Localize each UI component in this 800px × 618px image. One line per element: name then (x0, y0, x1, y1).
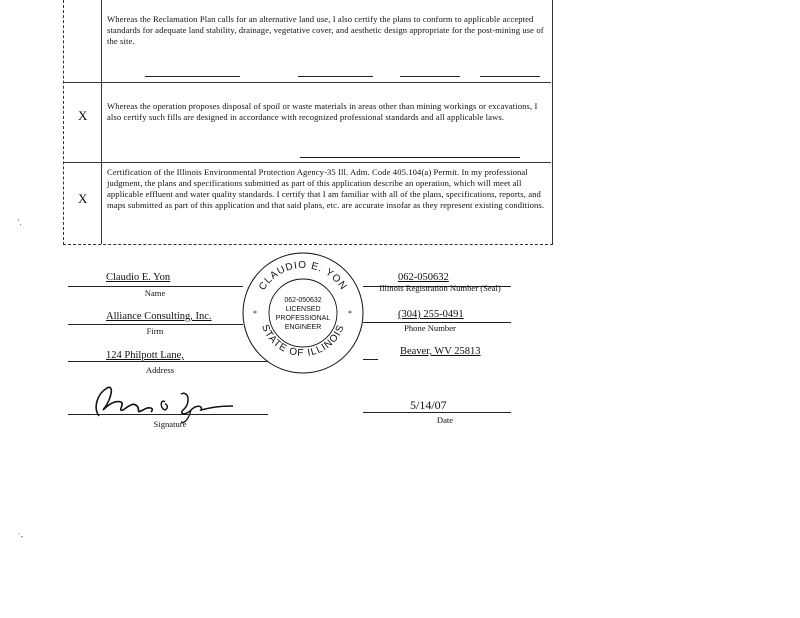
address-value: 124 Philpott Lane, (106, 350, 184, 361)
signature-line (68, 414, 268, 415)
registration-label: Illinois Registration Number (Seal) (379, 283, 501, 293)
underline (400, 76, 460, 77)
underline (298, 76, 373, 77)
address-label: Address (145, 365, 175, 375)
svg-text:CLAUDIO E. YON: CLAUDIO E. YON (257, 259, 349, 293)
svg-text:*: * (253, 309, 257, 318)
underline (480, 76, 540, 77)
name-line (68, 286, 243, 287)
firm-value: Alliance Consulting, Inc. (106, 311, 212, 322)
svg-text:STATE OF ILLINOIS: STATE OF ILLINOIS (259, 323, 347, 360)
seal-center-line: 062-050632 (284, 297, 322, 304)
name-value: Claudio E. Yon (106, 272, 171, 283)
firm-label: Firm (146, 326, 164, 336)
date-line (363, 412, 511, 413)
underline (145, 76, 240, 77)
row-divider (63, 82, 551, 83)
seal-center-line: ENGINEER (284, 324, 322, 331)
table-divider (101, 0, 102, 244)
engineer-seal (238, 248, 368, 378)
firm-line (68, 324, 243, 325)
checkbox-mark: X (78, 108, 88, 123)
certification-text: Certification of the Illinois Environmental Protection Agency-35 Ill. Adm. Code 405.104(a) Permit. In my professional judgment, the plans and specifications submitted as part of this application describe an operation, which will meet all applicable effluent and water quality standards. I certify that I am familiar with all of the plans, specifications, reports, and maps submitted as part of this application and that said plans, etc. are accurate insofar as they represent existing conditions. (107, 167, 545, 210)
city-value: Beaver, WV 25813 (400, 346, 481, 357)
phone-value: (304) 255-0491 (398, 309, 464, 320)
date-value: 5/14/07 (410, 398, 447, 412)
svg-text:*: * (348, 309, 352, 318)
seal-center-line: PROFESSIONAL (275, 315, 331, 322)
certification-text: Whereas the operation proposes disposal of spoil or waste materials in areas other than mining workings or excavations, I also certify such fills are designed in accordance with recognized professional standards and all applicable laws. (107, 101, 538, 122)
signature-label: Signature (153, 419, 187, 429)
certification-text: Whereas the Reclamation Plan calls for an alternative land use, I also certify the plans to conform to applicable accepted standards for adequate land stability, drainage, vegetative cover, and aesthetic design appropriate for the post-mining use of the site. (107, 14, 544, 46)
phone-label: Phone Number (404, 323, 456, 333)
registration-value: 062-050632 (398, 272, 449, 283)
name-label: Name (144, 288, 166, 298)
row-divider (63, 162, 551, 163)
checkbox-mark: X (78, 191, 88, 206)
underline (300, 157, 520, 158)
date-label: Date (436, 415, 454, 425)
seal-center-line: LICENSED (285, 306, 321, 313)
